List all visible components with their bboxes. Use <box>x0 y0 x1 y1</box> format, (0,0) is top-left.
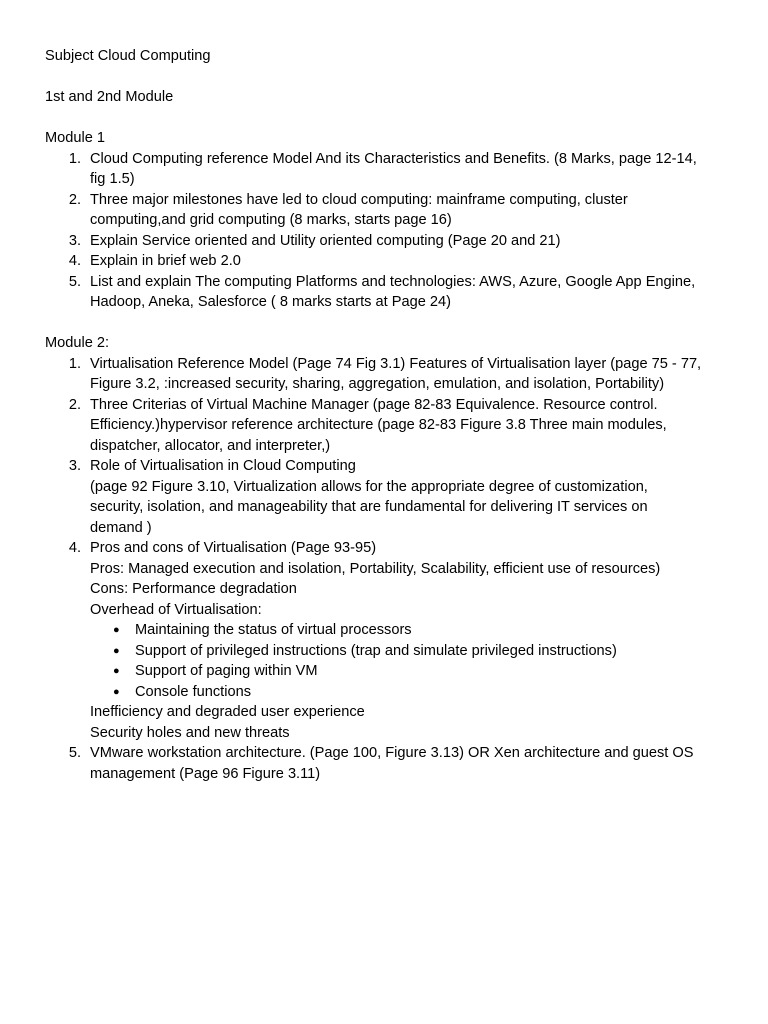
list-item-line: VMware workstation architecture. (Page 100, Figure 3.13) OR Xen architecture and guest OS <box>90 745 694 761</box>
list-item-number: 5. <box>68 745 81 761</box>
document-title: Subject Cloud Computing <box>45 48 211 64</box>
list-item-line: Explain Service oriented and Utility oriented computing (Page 20 and 21) <box>90 232 561 249</box>
list-item-number: 5. <box>68 273 81 290</box>
bullet-item <box>45 661 735 682</box>
list-item <box>45 456 735 538</box>
list-item <box>45 272 735 313</box>
list-item-line: computing,and grid computing (8 marks, starts page 16) <box>90 212 452 228</box>
list-item-number: 1. <box>68 355 81 372</box>
list-item <box>45 743 735 784</box>
list-item-line: Cons: Performance degradation <box>90 581 297 597</box>
list-item <box>45 395 735 457</box>
list-item-line: Figure 3.2, :increased security, sharing, aggregation, emulation, and isolation, Portability) <box>90 376 665 392</box>
module2-heading: Module 2: <box>45 335 110 351</box>
list-item-line: Overhead of Virtualisation: <box>90 601 262 618</box>
bullet-item <box>45 682 735 703</box>
bullet-text: Maintaining the status of virtual processors <box>135 622 412 638</box>
list-item <box>45 538 735 743</box>
list-item-line: Inefficiency and degraded user experience <box>90 704 365 720</box>
list-item-line: (page 92 Figure 3.10, Virtualization allows for the appropriate degree of customization, <box>90 478 648 495</box>
bullet-icon: ● <box>113 665 120 677</box>
list-item-line: Security holes and new threats <box>90 724 290 741</box>
list-item-line: demand ) <box>90 519 152 536</box>
bullet-text: Console functions <box>135 683 252 700</box>
list-item-line: fig 1.5) <box>90 171 135 187</box>
list-item-line: Efficiency.)hypervisor reference architecture (page 82-83 Figure 3.8 Three main modules, <box>90 417 667 433</box>
list-item-line: Cloud Computing reference Model And its Characteristics and Benefits. (8 Marks, page 12-14, <box>90 150 697 167</box>
list-item-number: 1. <box>68 150 81 167</box>
document-body <box>45 46 735 784</box>
list-item-line: Three major milestones have led to cloud computing: mainframe computing, cluster <box>90 191 628 208</box>
bullet-item <box>45 620 735 641</box>
list-item-line: List and explain The computing Platforms and technologies: AWS, Azure, Google App Engine, <box>90 273 696 290</box>
bullet-icon: ● <box>113 624 120 636</box>
bullet-icon: ● <box>113 644 120 657</box>
list-item-line: Virtualisation Reference Model (Page 74 Fig 3.1) Features of Virtualisation layer (page 75 - 77, <box>90 355 702 372</box>
list-item <box>45 251 735 272</box>
list-item <box>45 231 735 252</box>
bullet-icon: ● <box>113 685 120 698</box>
list-item-number: 2. <box>68 191 81 208</box>
list-item-line: Role of Virtualisation in Cloud Computing <box>90 458 356 474</box>
module1-list <box>45 149 735 313</box>
list-item-line: security, isolation, and manageability that are fundamental for delivering IT services on <box>90 499 648 515</box>
list-item-line: Pros: Managed execution and isolation, Portability, Scalability, efficient use of resources) <box>90 560 661 577</box>
list-item-number: 3. <box>68 458 81 474</box>
bullet-item <box>45 641 735 662</box>
bullet-text: Support of privileged instructions (trap and simulate privileged instructions) <box>135 642 617 659</box>
list-item <box>45 354 735 395</box>
list-item-number: 4. <box>68 253 81 269</box>
list-item-line: Hadoop, Aneka, Salesforce ( 8 marks starts at Page 24) <box>90 294 451 310</box>
list-item-line: Three Criterias of Virtual Machine Manager (page 82-83 Equivalence. Resource control. <box>90 396 658 413</box>
bullet-text: Support of paging within VM <box>135 663 318 679</box>
module2-list <box>45 354 735 785</box>
list-item-number: 3. <box>68 232 81 249</box>
list-item-line: dispatcher, allocator, and interpreter,) <box>90 437 331 454</box>
list-item <box>45 190 735 231</box>
list-item-number: 2. <box>68 396 81 413</box>
document-subtitle: 1st and 2nd Module <box>45 89 174 105</box>
list-item-line: Explain in brief web 2.0 <box>90 253 241 269</box>
module1-heading: Module 1 <box>45 130 106 146</box>
list-item-line: Pros and cons of Virtualisation (Page 93-95) <box>90 540 377 556</box>
list-item <box>45 149 735 190</box>
list-item-line: management (Page 96 Figure 3.11) <box>90 765 321 782</box>
list-item-number: 4. <box>68 540 81 556</box>
